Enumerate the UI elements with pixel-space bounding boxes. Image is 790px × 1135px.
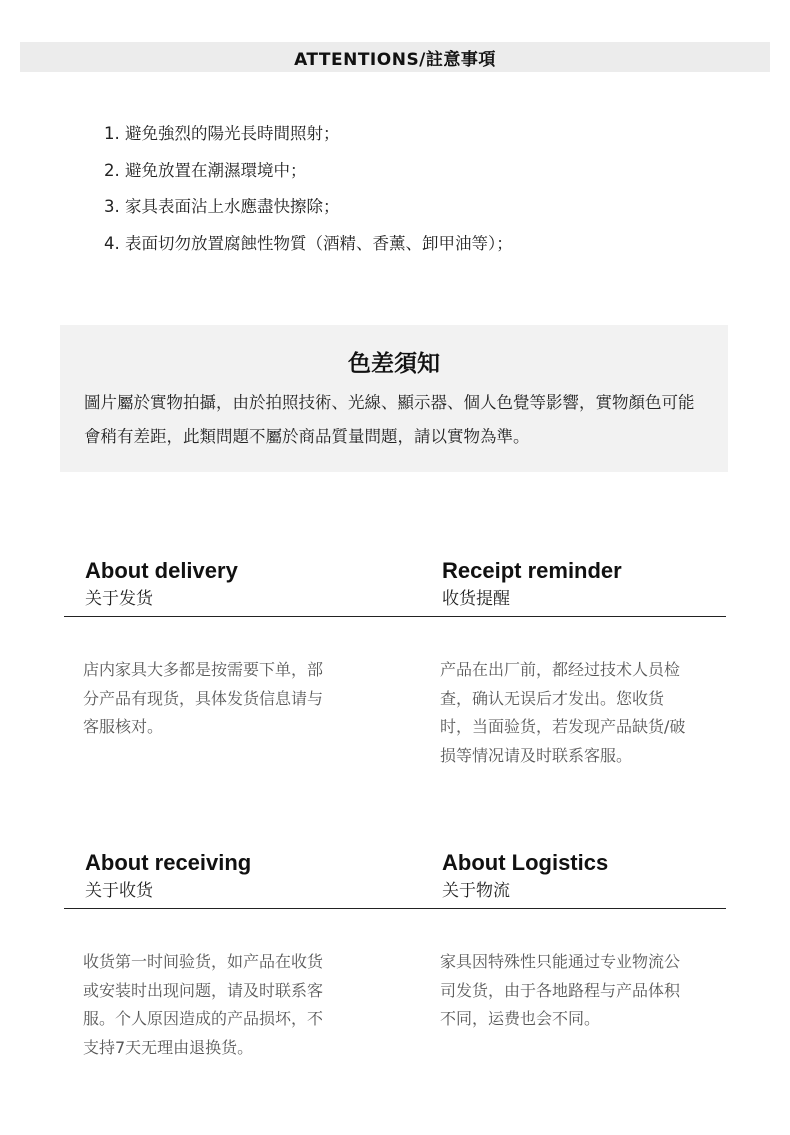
attentions-list xyxy=(104,116,513,262)
attention-item-text: 避免強烈的陽光長時間照射； xyxy=(125,124,340,143)
delivery-heading xyxy=(85,557,405,610)
color-difference-notice xyxy=(60,325,728,472)
attention-item xyxy=(104,153,513,190)
attention-item-text: 避免放置在潮濕環境中； xyxy=(125,160,307,180)
receiving-title-en: About receiving xyxy=(85,850,252,875)
attention-item-number: 4. xyxy=(104,233,120,253)
logistics-body: 家具因特殊性只能通过专业物流公司发货，由于各地路程与产品体积不同，运费也会不同。 xyxy=(440,952,681,1028)
receipt-title-zh: 收货提醒 xyxy=(442,589,510,609)
attention-item xyxy=(104,226,513,263)
attentions-title: ATTENTIONS/註意事項 xyxy=(294,49,496,70)
logistics-heading xyxy=(442,849,762,902)
attention-item-text: 家具表面沾上水應盡快擦除； xyxy=(125,197,340,216)
receipt-heading xyxy=(442,557,762,610)
color-notice-body: 圖片屬於實物拍攝，由於拍照技術、光線、顯示器、個人色覺等影響，實物顏色可能會稍有差距，此類問題不屬於商品質量問題，請以實物為準。 xyxy=(84,393,695,446)
receiving-title-zh: 关于收货 xyxy=(85,881,153,901)
receiving-heading xyxy=(85,849,405,902)
attentions-header xyxy=(20,42,770,72)
attention-item-number: 2. xyxy=(104,160,120,180)
attention-item xyxy=(104,116,513,153)
delivery-title-en: About delivery xyxy=(85,558,238,583)
receipt-body: 产品在出厂前，都经过技术人员检查，确认无误后才发出。您收货时，当面验货，若发现产品缺货/破损等情况请及时联系客服。 xyxy=(440,660,686,765)
attention-item-number: 3. xyxy=(104,197,120,216)
delivery-body: 店内家具大多都是按需要下单，部分产品有现货，具体发货信息请与客服核对。 xyxy=(83,660,324,736)
logistics-title-en: About Logistics xyxy=(442,850,609,875)
section-divider xyxy=(64,616,726,617)
receipt-title-en: Receipt reminder xyxy=(442,558,622,583)
logistics-title-zh: 关于物流 xyxy=(442,881,510,901)
receiving-body: 收货第一时间验货，如产品在收货或安装时出现问题，请及时联系客服。个人原因造成的产品损坏，不支持7天无理由退换货。 xyxy=(83,952,324,1057)
section-divider xyxy=(64,908,726,909)
attention-item xyxy=(104,189,513,226)
attention-item-number: 1. xyxy=(104,124,120,143)
delivery-title-zh: 关于发货 xyxy=(85,589,153,609)
color-notice-title: 色差須知 xyxy=(348,351,440,377)
attention-item-text: 表面切勿放置腐蝕性物質（酒精、香薰、卸甲油等）； xyxy=(125,233,513,253)
